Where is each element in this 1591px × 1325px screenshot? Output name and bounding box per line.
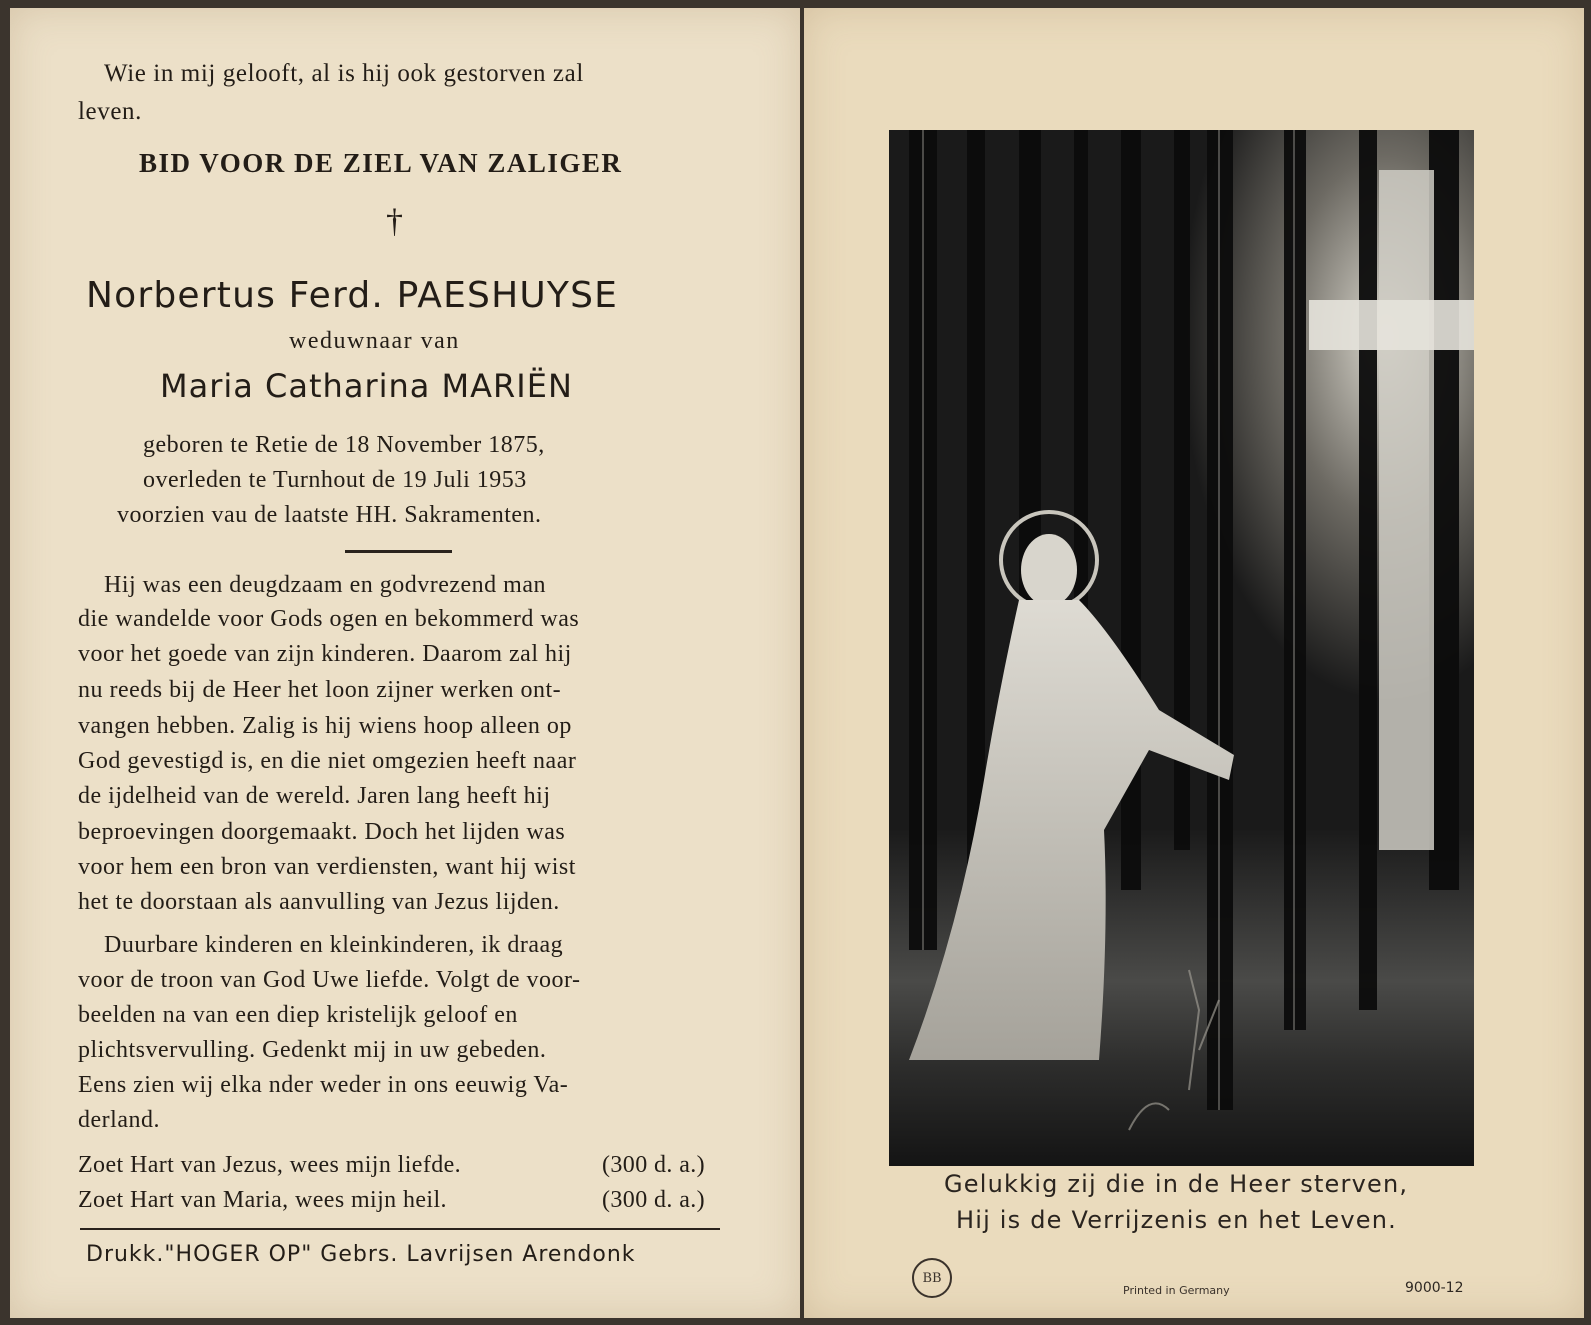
paragraph1-line: vangen hebben. Zalig is hij wiens hoop alleen op: [78, 713, 572, 739]
intro-verse-line-1: Wie in mij gelooft, al is hij ook gestorven zal: [104, 60, 584, 87]
publisher-logo-icon: BB: [912, 1258, 952, 1298]
prayer-maria-indulgence: (300 d. a.): [602, 1187, 706, 1213]
paragraph2-line: derland.: [78, 1107, 160, 1133]
caption-line-1: Gelukkig zij die in de Heer sterven,: [944, 1170, 1409, 1198]
catalog-number: 9000-12: [1405, 1280, 1464, 1296]
paragraph1-line: beproevingen doorgemaakt. Doch het lijden was: [78, 819, 566, 845]
paragraph1-line: God gevestigd is, en die niet omgezien heeft naar: [78, 748, 577, 774]
cross-icon: †: [386, 203, 403, 240]
prayer-jesus-indulgence: (300 d. a.): [602, 1152, 706, 1178]
deceased-name: Norbertus Ferd. PAESHUYSE: [86, 275, 619, 316]
paragraph1-line: het te doorstaan als aanvulling van Jezus lijden.: [78, 889, 560, 915]
devotional-illustration: [889, 130, 1474, 1166]
divider-short: [345, 550, 452, 553]
paragraph2-line: plichtsvervulling. Gedenkt mij in uw gebeden.: [78, 1037, 547, 1063]
birth-line: geboren te Retie de 18 November 1875,: [143, 432, 545, 458]
spouse-name: Maria Catharina MARIËN: [160, 367, 573, 405]
paragraph2-line: beelden na van een diep kristelijk geloof en: [78, 1002, 518, 1028]
divider-long: [80, 1228, 720, 1230]
printed-in-label: Printed in Germany: [1123, 1284, 1230, 1297]
paragraph2-line: Duurbare kinderen en kleinkinderen, ik draag: [104, 932, 564, 958]
prayer-maria-text: Zoet Hart van Maria, wees mijn heil.: [78, 1187, 447, 1213]
relation-label: weduwnaar van: [289, 328, 460, 354]
prayer-heading: BID VOOR DE ZIEL VAN ZALIGER: [139, 148, 623, 178]
death-line: overleden te Turnhout de 19 Juli 1953: [143, 467, 527, 493]
paragraph1-line: de ijdelheid van de wereld. Jaren lang heeft hij: [78, 783, 551, 809]
paragraph1-line: die wandelde voor Gods ogen en bekommerd was: [78, 606, 580, 632]
paragraph1-line: nu reeds bij de Heer het loon zijner werken ont-: [78, 677, 562, 703]
caption-line-2: Hij is de Verrijzenis en het Leven.: [956, 1206, 1397, 1234]
paragraph1-line: Hij was een deugdzaam en godvrezend man: [104, 572, 546, 598]
prayer-jesus-text: Zoet Hart van Jezus, wees mijn liefde.: [78, 1152, 462, 1178]
paragraph1-line: voor hem een bron van verdiensten, want hij wist: [78, 854, 576, 880]
paragraph2-line: Eens zien wij elka nder weder in ons eeuwig Va-: [78, 1072, 569, 1098]
intro-verse-line-2: leven.: [78, 98, 142, 125]
forest-cross-figure-image: [889, 130, 1474, 1166]
sacraments-line: voorzien vau de laatste HH. Sakramenten.: [117, 502, 542, 528]
paragraph2-line: voor de troon van God Uwe liefde. Volgt de voor-: [78, 967, 581, 993]
paragraph1-line: voor het goede van zijn kinderen. Daarom zal hij: [78, 641, 572, 667]
printer-credit: Drukk."HOGER OP" Gebrs. Lavrijsen Arendonk: [86, 1242, 636, 1267]
